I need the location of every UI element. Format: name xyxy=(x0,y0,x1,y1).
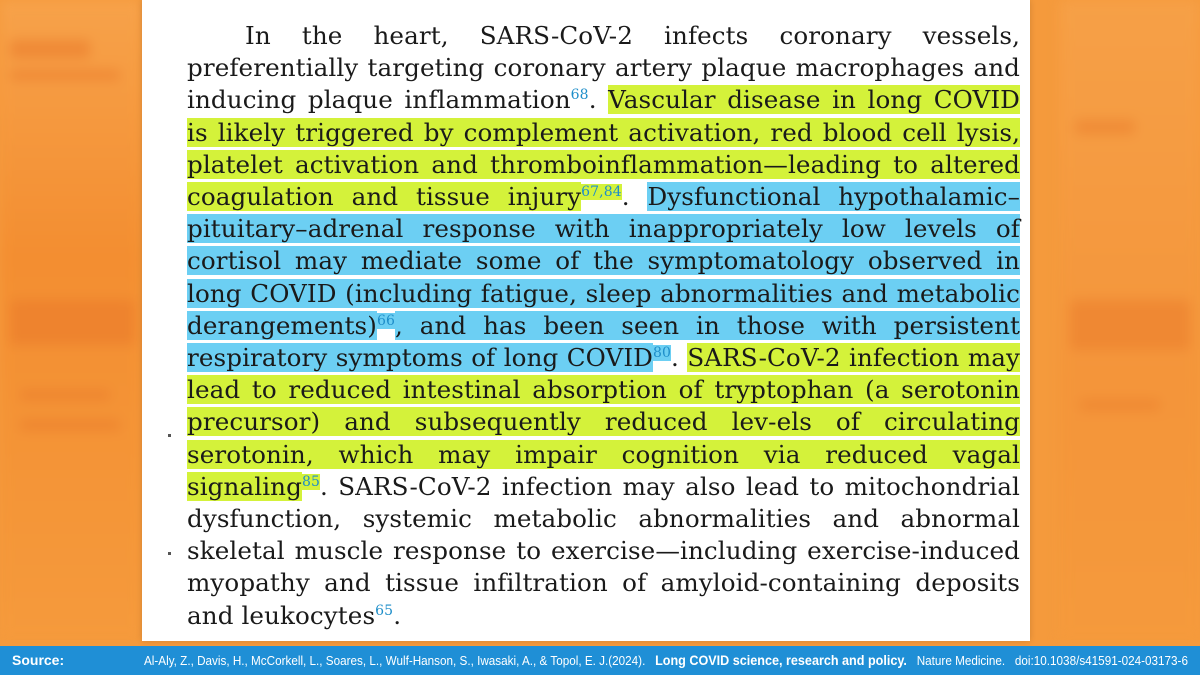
article-paragraph xyxy=(187,20,1020,632)
citation-journal: Nature Medicine. xyxy=(916,653,1006,668)
reference-superscript: 65 xyxy=(375,602,394,619)
reference-superscript: 67,84 xyxy=(581,183,622,200)
citation-title: Long COVID science, research and policy. xyxy=(655,652,907,668)
source-label: Source: xyxy=(12,652,65,668)
reference-superscript: 80 xyxy=(653,344,672,361)
body-text-segment: . xyxy=(588,85,609,115)
margin-mark xyxy=(168,434,171,437)
blurred-background-right xyxy=(1060,0,1200,640)
citation-doi: doi:10.1038/s41591-024-03173-6 xyxy=(1014,653,1188,668)
citation xyxy=(144,652,1188,668)
highlight-green-sentence: SARS-CoV-2 infection may lead to reduced intestinal absorption of tryptophan (a serotonin precursor) and subsequently reduced lev-els of circulating serotonin, which may impair cognition via reduced vagal signaling xyxy=(187,343,1020,501)
body-text-segment: . SARS-CoV-2 infection may also lead to mitochondrial dysfunction, systemic metabolic abnormalities and abnormal skeletal muscle response to exercise—including exercise-induced myopathy and tissue infiltration of amyloid-containing deposits and leukocytes xyxy=(187,471,1020,630)
reference-superscript: 68 xyxy=(570,87,589,104)
highlight-blue-sentence: , and has been seen in those with persistent respiratory symptoms of long COVID xyxy=(187,310,1020,373)
highlight-green-sentence: Vascular disease in long COVID is likely triggered by complement activation, red blood cell lysis, platelet activation and thromboinflammation—leading to altered coagulation and tissue injury xyxy=(187,85,1021,212)
reference-superscript: 85 xyxy=(301,473,320,490)
article-page xyxy=(142,0,1030,641)
body-text-segment: . xyxy=(671,343,688,373)
source-footer xyxy=(0,646,1200,675)
body-text-segment: . xyxy=(393,600,402,630)
margin-mark xyxy=(168,552,171,555)
blurred-background-left xyxy=(0,0,142,640)
body-text-segment: . xyxy=(621,182,648,212)
highlight-blue-sentence: Dysfunctional hypothalamic–pituitary–adrenal response with inappropriately low levels of cortisol may mediate some of the symptomatology observed in long COVID (including fatigue, sleep abnormalities and metabolic derangements) xyxy=(187,182,1020,340)
citation-authors: Al-Aly, Z., Davis, H., McCorkell, L., Soares, L., Wulf-Hanson, S., Iwasaki, A., & Topol, E. J.(2024). xyxy=(144,653,646,668)
body-text-segment: In the heart, SARS-CoV-2 infects coronary vessels, preferentially targeting coronary artery plaque macrophages and inducing plaque inflammation xyxy=(187,21,1020,115)
reference-superscript: 66 xyxy=(376,312,395,329)
